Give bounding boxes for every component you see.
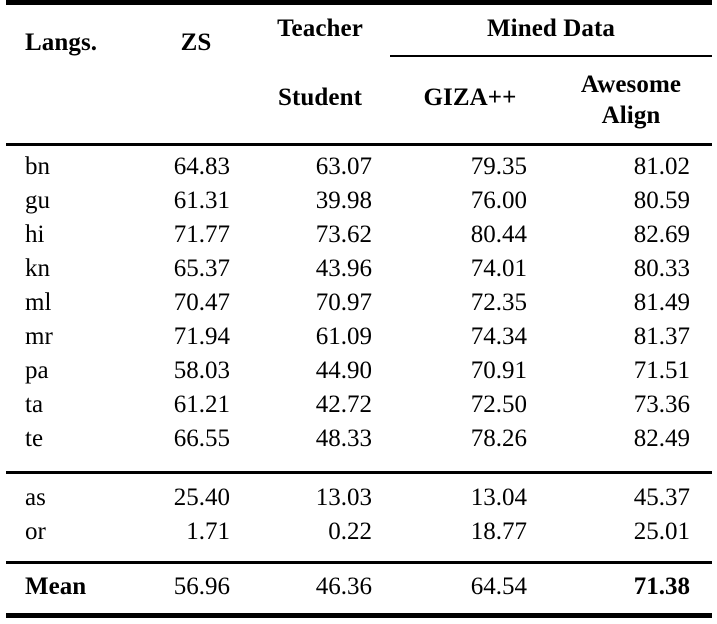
cell-lang: as — [25, 484, 46, 511]
cell-awesome-align: 80.33 — [633, 255, 690, 282]
cell-teacher-student: 48.33 — [315, 425, 372, 452]
column-header-awesome-align-line1: Awesome — [580, 71, 682, 98]
column-header-teacher: Teacher — [277, 15, 363, 42]
cell-teacher-student: 0.22 — [328, 518, 372, 545]
cell-zs: 64.83 — [173, 153, 230, 180]
cell-zs: 1.71 — [186, 518, 230, 545]
cell-teacher-student: 39.98 — [315, 187, 372, 214]
cell-lang: te — [25, 425, 44, 452]
cell-teacher-student: 61.09 — [315, 323, 372, 350]
low-resource-midrule — [6, 471, 712, 474]
cell-zs: 58.03 — [173, 357, 230, 384]
cell-awesome-align: 80.59 — [633, 187, 690, 214]
cell-lang: mr — [25, 323, 53, 350]
cell-lang: bn — [25, 153, 50, 180]
cell-awesome-align: 81.37 — [633, 323, 690, 350]
cell-awesome-align: 71.38 — [633, 573, 690, 600]
column-header-student: Student — [277, 84, 363, 111]
cell-awesome-align: 25.01 — [633, 518, 690, 545]
cell-awesome-align: 73.36 — [633, 391, 690, 418]
column-header-langs: Langs. — [25, 29, 98, 56]
cell-zs: 70.47 — [173, 289, 230, 316]
cell-lang: ta — [25, 391, 44, 418]
cell-lang: kn — [25, 255, 50, 282]
cell-teacher-student: 73.62 — [315, 221, 372, 248]
cell-teacher-student: 44.90 — [315, 357, 372, 384]
table-toprule — [6, 0, 712, 5]
cell-giza: 79.35 — [470, 153, 527, 180]
cell-awesome-align: 82.69 — [633, 221, 690, 248]
cell-zs: 56.96 — [173, 573, 230, 600]
column-header-giza: GIZA++ — [423, 84, 517, 111]
cell-awesome-align: 45.37 — [633, 484, 690, 511]
cell-lang: pa — [25, 357, 49, 384]
cell-zs: 66.55 — [173, 425, 230, 452]
cell-giza: 64.54 — [470, 573, 527, 600]
cell-giza: 74.34 — [470, 323, 527, 350]
cell-giza: 74.01 — [470, 255, 527, 282]
cell-giza: 72.50 — [470, 391, 527, 418]
cell-teacher-student: 43.96 — [315, 255, 372, 282]
cell-lang: or — [25, 518, 46, 545]
cell-lang: hi — [25, 221, 45, 248]
cell-teacher-student: 46.36 — [315, 573, 372, 600]
mined-data-cmidrule — [390, 55, 712, 57]
column-header-zs: ZS — [180, 29, 212, 56]
cell-teacher-student: 63.07 — [315, 153, 372, 180]
column-header-awesome-align — [581, 70, 681, 131]
column-header-awesome-align-line2: Align — [601, 101, 661, 129]
cell-zs: 25.40 — [173, 484, 230, 511]
cell-awesome-align: 81.49 — [633, 289, 690, 316]
cell-teacher-student: 42.72 — [315, 391, 372, 418]
cell-teacher-student: 70.97 — [315, 289, 372, 316]
cell-giza: 18.77 — [470, 518, 527, 545]
table-bottomrule — [6, 613, 712, 618]
cell-lang: ml — [25, 289, 52, 316]
cell-zs: 71.77 — [173, 221, 230, 248]
cell-zs: 71.94 — [173, 323, 230, 350]
cell-giza: 80.44 — [470, 221, 527, 248]
column-group-header-mined-data: Mined Data — [486, 15, 616, 42]
cell-giza: 76.00 — [470, 187, 527, 214]
cell-awesome-align: 81.02 — [633, 153, 690, 180]
cell-zs: 65.37 — [173, 255, 230, 282]
cell-lang: Mean — [25, 573, 87, 600]
cell-lang: gu — [25, 187, 50, 214]
header-midrule — [6, 143, 712, 146]
cell-zs: 61.21 — [173, 391, 230, 418]
cell-zs: 61.31 — [173, 187, 230, 214]
cell-giza: 13.04 — [470, 484, 527, 511]
cell-giza: 72.35 — [470, 289, 527, 316]
cell-awesome-align: 82.49 — [633, 425, 690, 452]
cell-giza: 70.91 — [470, 357, 527, 384]
cell-teacher-student: 13.03 — [315, 484, 372, 511]
mean-midrule — [6, 561, 712, 564]
cell-awesome-align: 71.51 — [633, 357, 690, 384]
cell-giza: 78.26 — [470, 425, 527, 452]
